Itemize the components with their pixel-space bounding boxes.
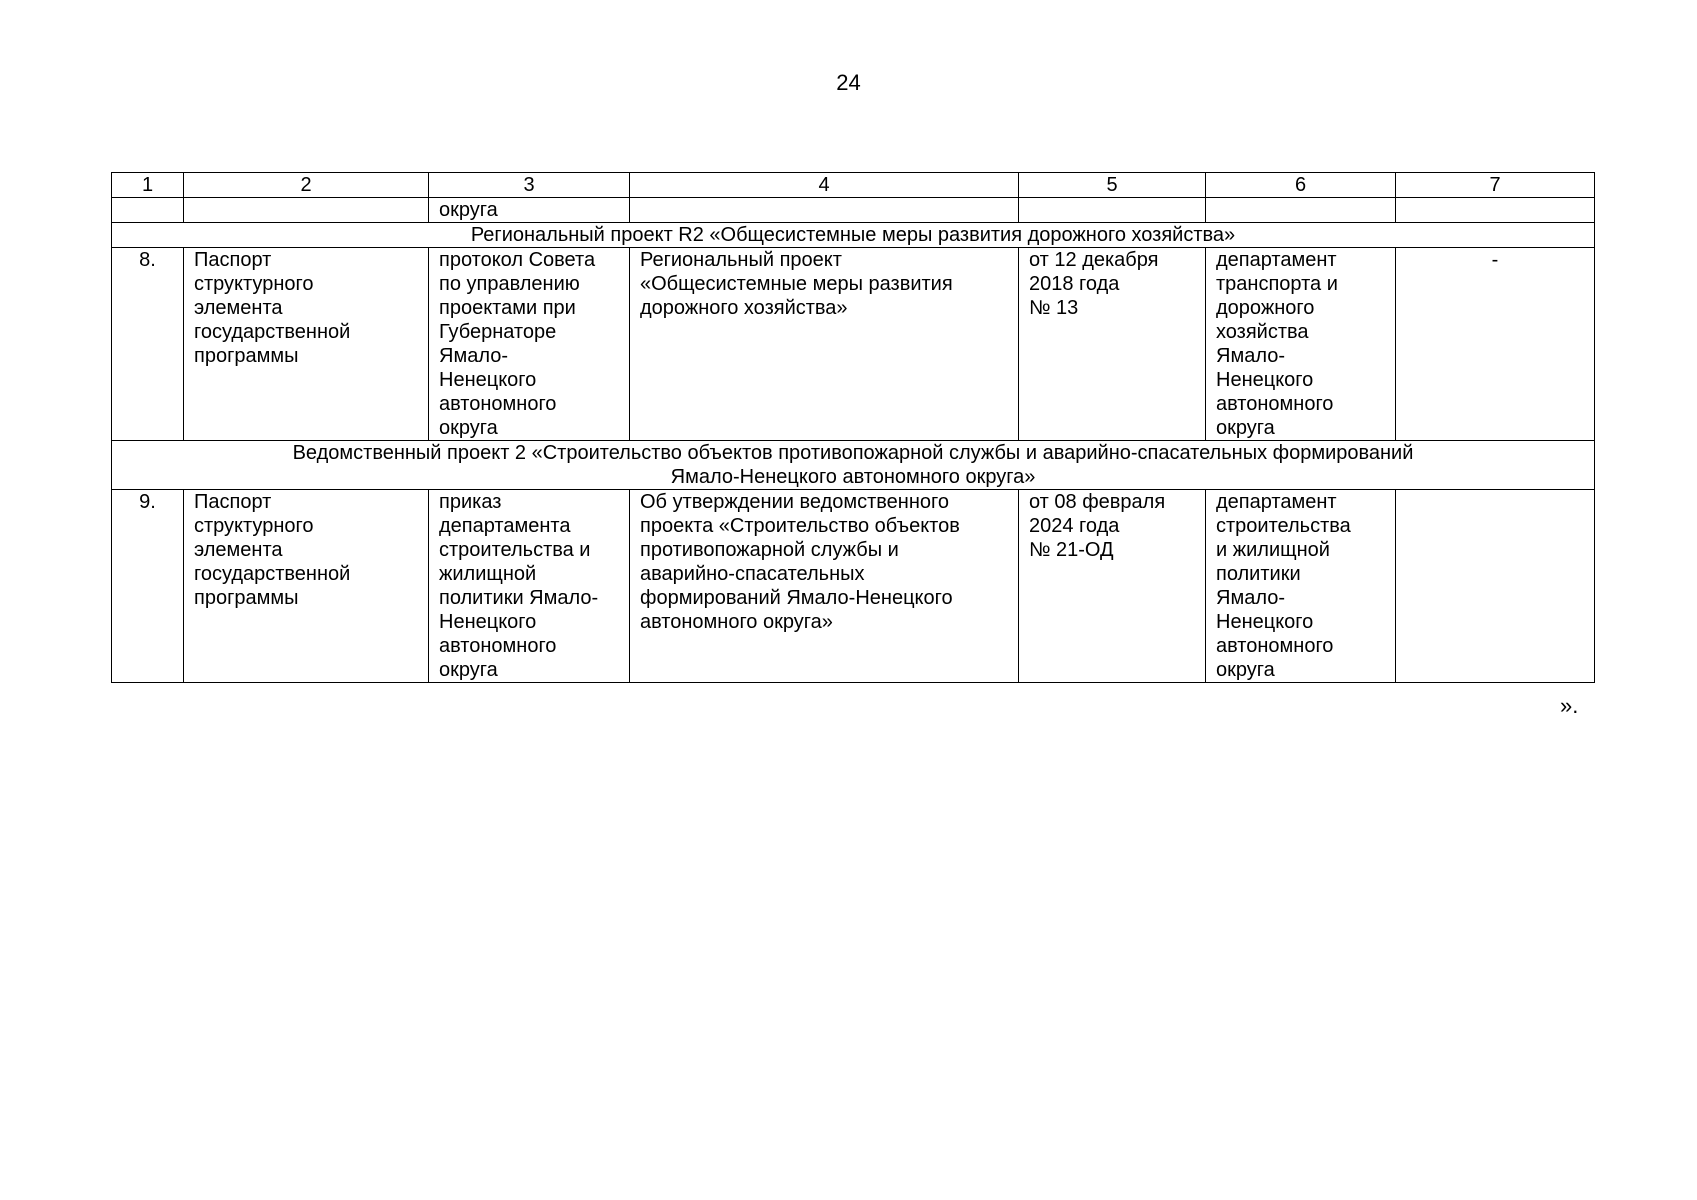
row-number: 9. [112, 490, 184, 683]
table-cell [1019, 198, 1206, 223]
page-number: 24 [836, 70, 861, 95]
document-name-cell: Об утверждении ведомственного проекта «Строительство объектов противопожарной службы и аварийно-спасательных формирований Ямало-Ненецкого автономного округа» [630, 490, 1019, 683]
table-cell [112, 198, 184, 223]
table-cell [1396, 198, 1595, 223]
approved-by-cell: протокол Совета по управлению проектами при Губернаторе Ямало- Ненецкого автономного округа [429, 248, 630, 441]
header-cell-3: 3 [429, 173, 630, 198]
header-cell-4: 4 [630, 173, 1019, 198]
closing-quote-mark: ». [1560, 693, 1579, 718]
table-row [112, 490, 1595, 683]
row-number: 8. [112, 248, 184, 441]
responsible-cell: департамент транспорта и дорожного хозяйства Ямало- Ненецкого автономного округа [1206, 248, 1396, 441]
date-cell: от 08 февраля 2024 года № 21-ОД [1019, 490, 1206, 683]
doc-type-cell: Паспорт структурного элемента государственной программы [184, 248, 429, 441]
date-cell: от 12 декабря 2018 года № 13 [1019, 248, 1206, 441]
header-cell-5: 5 [1019, 173, 1206, 198]
section-title-departmental-project: Ведомственный проект 2 «Строительство объектов противопожарной службы и аварийно-спасательных формирований Ямало-Ненецкого автономного округа» [112, 441, 1595, 490]
table-row [112, 248, 1595, 441]
note-cell: - [1396, 248, 1595, 441]
section-row [112, 223, 1595, 248]
table-cell [630, 198, 1019, 223]
section-title-regional-project: Региональный проект R2 «Общесистемные меры развития дорожного хозяйства» [112, 223, 1595, 248]
table-cell [184, 198, 429, 223]
document-name-cell: Региональный проект «Общесистемные меры развития дорожного хозяйства» [630, 248, 1019, 441]
note-cell [1396, 490, 1595, 683]
doc-type-cell: Паспорт структурного элемента государственной программы [184, 490, 429, 683]
continuation-row [112, 198, 1595, 223]
table-header-row [112, 173, 1595, 198]
approved-by-cell: приказ департамента строительства и жилищной политики Ямало- Ненецкого автономного округа [429, 490, 630, 683]
table-cell [1206, 198, 1396, 223]
responsible-cell: департамент строительства и жилищной политики Ямало- Ненецкого автономного округа [1206, 490, 1396, 683]
header-cell-2: 2 [184, 173, 429, 198]
header-cell-1: 1 [112, 173, 184, 198]
document-table [111, 172, 1595, 683]
section-row [112, 441, 1595, 490]
continuation-cell: округа [429, 198, 630, 223]
header-cell-7: 7 [1396, 173, 1595, 198]
header-cell-6: 6 [1206, 173, 1396, 198]
